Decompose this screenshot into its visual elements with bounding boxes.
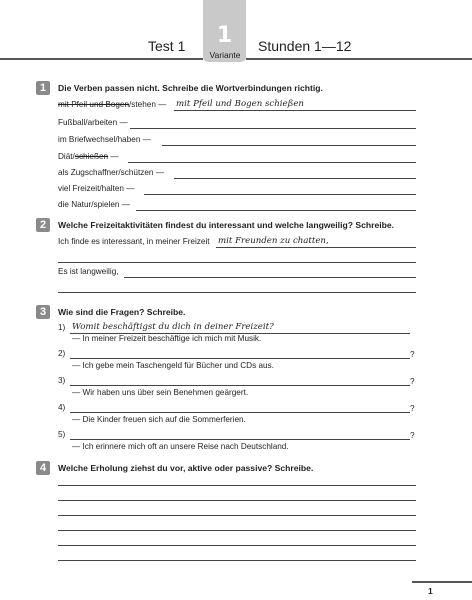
task-1-item-4: als Zugschaffner/schützen — bbox=[58, 168, 164, 177]
question-4-number: 4) bbox=[58, 403, 66, 412]
answer-line bbox=[216, 247, 416, 248]
answer-line[interactable] bbox=[70, 412, 410, 413]
question-2-qmark: ? bbox=[410, 350, 415, 359]
question-1-number: 1) bbox=[58, 323, 66, 332]
variant-number: 1 bbox=[216, 23, 233, 48]
answer-3-text: — Wir haben uns über sein Benehmen geärgert. bbox=[72, 388, 249, 397]
task-3-badge: 3 bbox=[36, 305, 50, 319]
example-noun-text: mit Pfeil und Bogen bbox=[58, 100, 130, 109]
task-1-item-2: im Briefwechsel/haben — bbox=[58, 135, 151, 144]
answer-line[interactable] bbox=[162, 145, 416, 146]
answer-line[interactable] bbox=[58, 262, 416, 263]
answer-line[interactable] bbox=[128, 162, 416, 163]
task-2-instruction: Welche Freizeitaktivitäten findest du interessant und welche langweilig? Schreibe. bbox=[58, 220, 395, 230]
answer-line bbox=[174, 110, 416, 111]
answer-line[interactable] bbox=[58, 500, 416, 501]
answer-line[interactable] bbox=[58, 292, 416, 293]
task-2-line-1-prefix: Ich finde es interessant, in meiner Freizeit bbox=[58, 237, 210, 246]
question-5-number: 5) bbox=[58, 430, 66, 439]
answer-1-text: — In meiner Freizeit beschäftige ich mich mit Musik. bbox=[72, 334, 262, 343]
answer-line[interactable] bbox=[58, 560, 416, 561]
question-5-qmark: ? bbox=[410, 431, 415, 440]
question-3-qmark: ? bbox=[410, 377, 415, 386]
answer-line[interactable] bbox=[70, 385, 410, 386]
answer-4-text: — Die Kinder freuen sich auf die Sommerferien. bbox=[72, 415, 246, 424]
test-label: Test 1 bbox=[148, 38, 186, 54]
task-3-instruction: Wie sind die Fragen? Schreibe. bbox=[58, 307, 186, 317]
header-rule-right bbox=[246, 58, 472, 60]
item-3-dash: — bbox=[108, 152, 119, 161]
answer-line[interactable] bbox=[58, 515, 416, 516]
task-4-instruction: Welche Erholung ziehst du vor, aktive oder passive? Schreibe. bbox=[58, 463, 314, 473]
question-3-number: 3) bbox=[58, 376, 66, 385]
answer-line[interactable] bbox=[70, 439, 410, 440]
answer-line[interactable] bbox=[70, 358, 410, 359]
answer-line[interactable] bbox=[130, 128, 416, 129]
task-1-example-answer: mit Pfeil und Bogen schießen bbox=[176, 99, 304, 109]
question-1-answer: Womit beschäftigst du dich in deiner Freizeit? bbox=[72, 322, 274, 332]
task-2-line-1-answer: mit Freunden zu chatten, bbox=[218, 236, 329, 246]
task-1-item-6: die Natur/spielen — bbox=[58, 200, 130, 209]
hours-label: Stunden 1—12 bbox=[258, 38, 352, 54]
task-1-item-5: viel Freizeit/halten — bbox=[58, 184, 135, 193]
task-1-example-noun: mit Pfeil und Bogen/stehen — bbox=[58, 100, 167, 109]
item-3-noun: Diät/ bbox=[58, 152, 75, 161]
task-2-line-2-prefix: Es ist langweilig, bbox=[58, 267, 119, 276]
question-4-qmark: ? bbox=[410, 404, 415, 413]
example-verb-text: stehen bbox=[131, 100, 156, 109]
item-3-crossed-verb: schießen bbox=[74, 152, 109, 161]
answer-line[interactable] bbox=[58, 545, 416, 546]
task-1-item-3 bbox=[58, 152, 119, 161]
answer-line[interactable] bbox=[136, 210, 416, 211]
task-1-instruction: Die Verben passen nicht. Schreibe die Wortverbindungen richtig. bbox=[58, 83, 323, 93]
header-rule-left bbox=[0, 58, 203, 60]
page-number: 1 bbox=[428, 586, 433, 596]
task-1-item-1: Fußball/arbeiten — bbox=[58, 118, 128, 127]
answer-line[interactable] bbox=[58, 485, 416, 486]
task-1-badge: 1 bbox=[36, 81, 50, 95]
footer-rule bbox=[412, 581, 472, 583]
answer-line[interactable] bbox=[174, 178, 416, 179]
answer-2-text: — Ich gebe mein Taschengeld für Bücher und CDs aus. bbox=[72, 361, 274, 370]
answer-5-text: — Ich erinnere mich oft an unsere Reise nach Deutschland. bbox=[72, 442, 289, 451]
question-2-number: 2) bbox=[58, 349, 66, 358]
task-4-badge: 4 bbox=[36, 461, 50, 475]
variant-label: Variante bbox=[209, 50, 241, 60]
task-2-badge: 2 bbox=[36, 218, 50, 232]
answer-line[interactable] bbox=[124, 277, 416, 278]
answer-line[interactable] bbox=[58, 530, 416, 531]
answer-line[interactable] bbox=[144, 194, 416, 195]
